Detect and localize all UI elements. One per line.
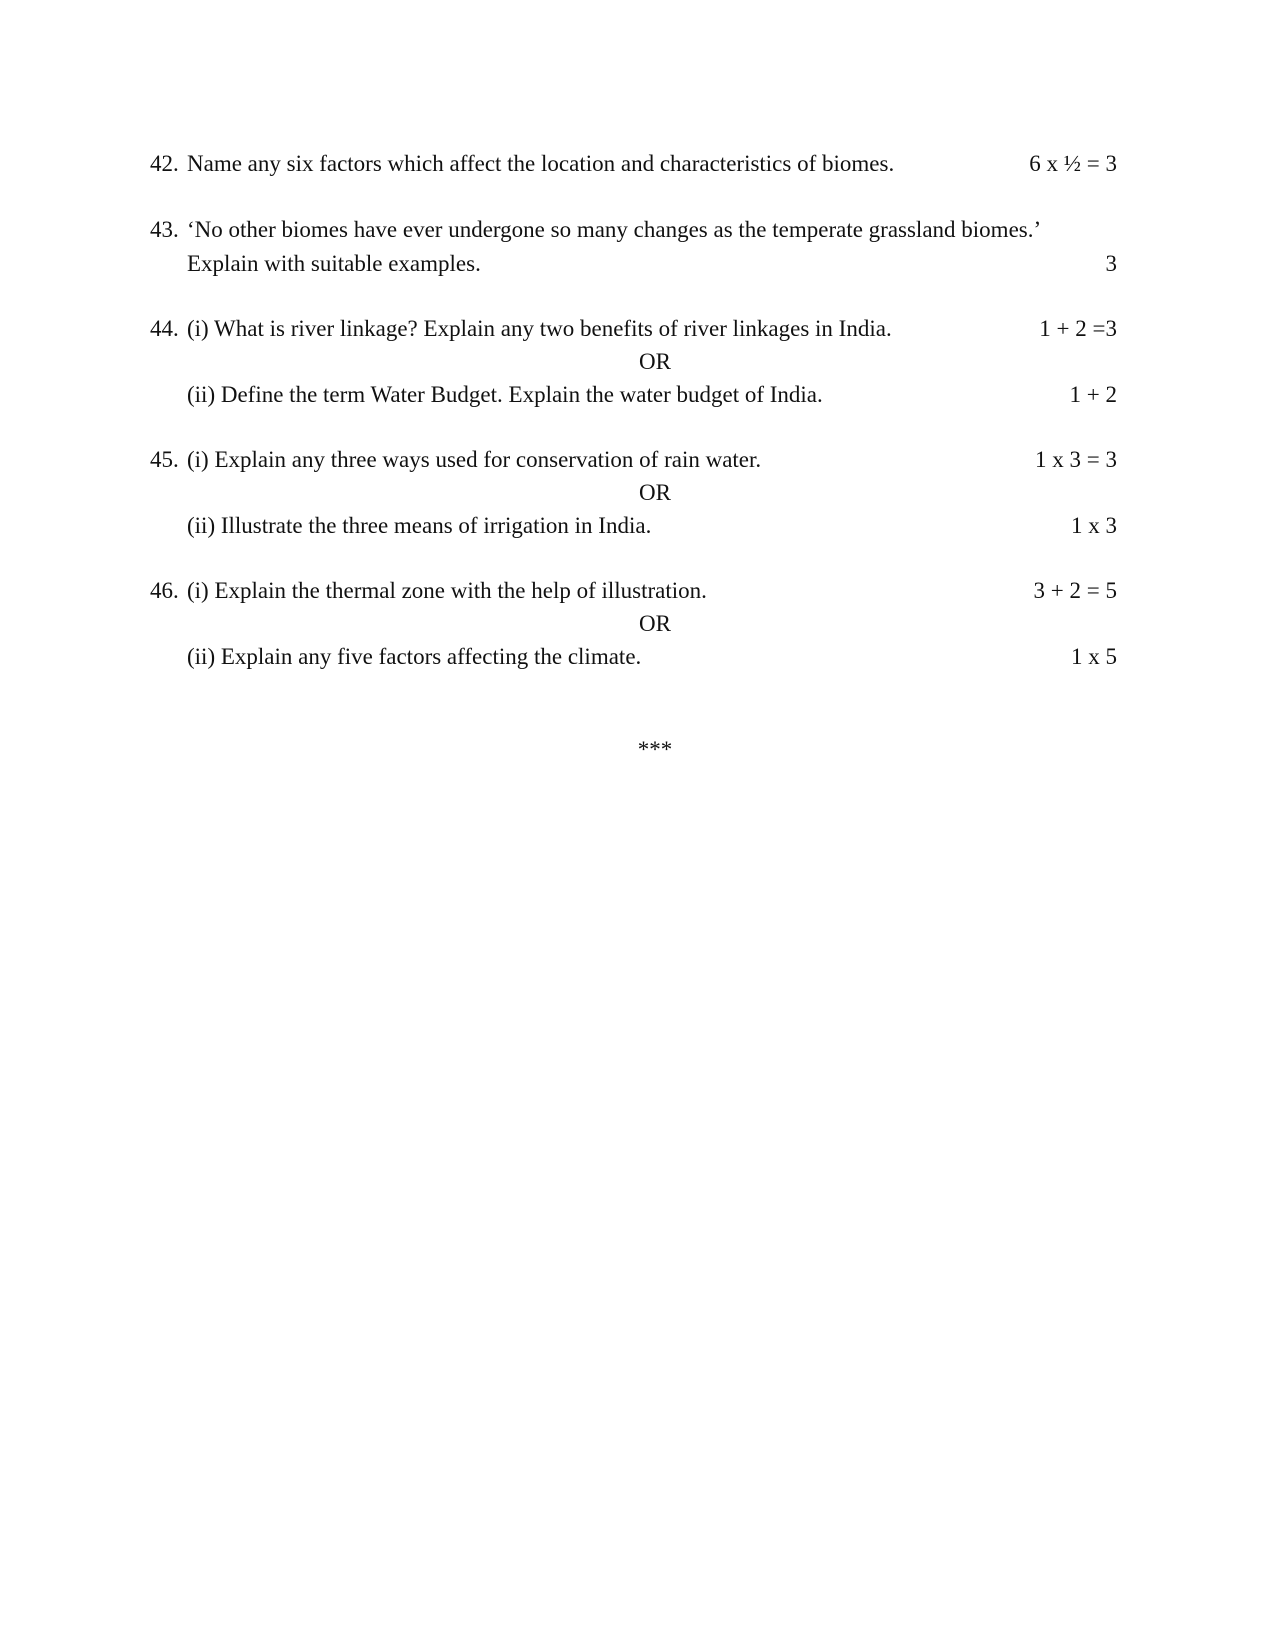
- question-44-part-i: [150, 317, 892, 340]
- question-45-part-ii-marks: 1 x 3: [1071, 513, 1117, 538]
- end-of-paper-marker: ***: [637, 737, 673, 762]
- question-42-number: 42.: [150, 151, 179, 176]
- question-42-text: [150, 152, 894, 175]
- question-46-or-separator: OR: [639, 611, 671, 636]
- question-44-part-i-marks: 1 + 2 =3: [1039, 316, 1117, 341]
- question-43-number: 43.: [150, 217, 179, 242]
- question-44-or-separator: OR: [639, 349, 671, 374]
- question-46-part-ii-statement: (ii) Explain any five factors affecting the climate.: [187, 644, 642, 669]
- question-43-text: [150, 218, 1041, 241]
- question-46-number: 46.: [150, 578, 179, 603]
- question-45-part-i-statement: (i) Explain any three ways used for conservation of rain water.: [187, 447, 762, 472]
- question-44-part-ii-marks: 1 + 2: [1069, 382, 1117, 407]
- question-44-part-ii-statement: (ii) Define the term Water Budget. Explain the water budget of India.: [187, 382, 823, 407]
- question-45-part-ii-statement: (ii) Illustrate the three means of irrigation in India.: [187, 513, 652, 538]
- question-46-part-i-statement: (i) Explain the thermal zone with the help of illustration.: [187, 578, 707, 603]
- question-42-statement: Name any six factors which affect the location and characteristics of biomes.: [187, 151, 895, 176]
- question-45-part-i: [150, 448, 761, 471]
- question-45-or-separator: OR: [639, 480, 671, 505]
- question-43-statement-line1: ‘No other biomes have ever undergone so many changes as the temperate grassland biomes.’: [187, 217, 1042, 242]
- question-45-part-i-marks: 1 x 3 = 3: [1035, 447, 1117, 472]
- question-43-statement-line2: Explain with suitable examples.: [187, 251, 481, 276]
- question-45-number: 45.: [150, 447, 179, 472]
- question-44-part-i-statement: (i) What is river linkage? Explain any two benefits of river linkages in India.: [187, 316, 892, 341]
- question-43-marks: 3: [1105, 251, 1117, 276]
- question-42-marks: 6 x ½ = 3: [1029, 151, 1117, 176]
- question-46-part-i: [150, 579, 707, 602]
- question-46-part-ii-marks: 1 x 5: [1071, 644, 1117, 669]
- question-44-number: 44.: [150, 316, 179, 341]
- question-46-part-i-marks: 3 + 2 = 5: [1033, 578, 1117, 603]
